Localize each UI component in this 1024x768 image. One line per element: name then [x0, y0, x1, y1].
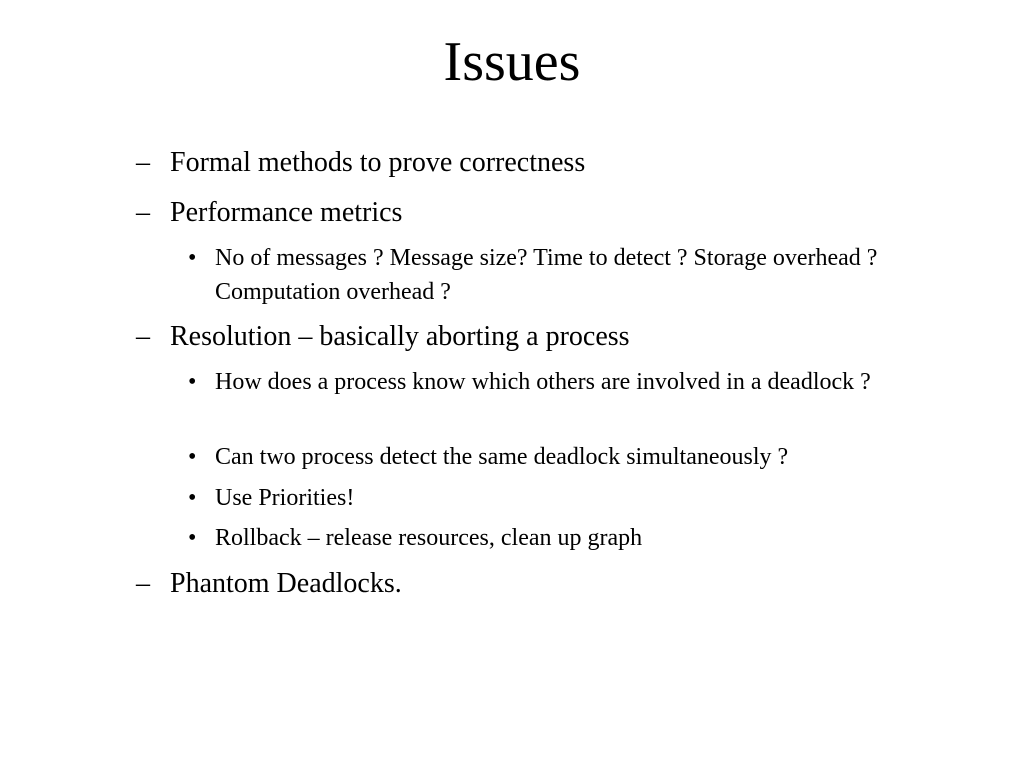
dash-marker: –	[136, 321, 150, 352]
list-item-text: Rollback – release resources, clean up graph	[215, 525, 643, 551]
list-item	[188, 440, 900, 474]
bullet-marker: •	[188, 369, 197, 395]
list-item	[136, 320, 896, 354]
list-item-text: Can two process detect the same deadlock simultaneously ?	[215, 444, 789, 470]
list-item	[188, 521, 900, 555]
list-item	[188, 481, 900, 515]
bullet-marker: •	[188, 525, 197, 551]
list-item-text: Formal methods to prove correctness	[170, 147, 586, 178]
bullet-marker: •	[188, 444, 197, 470]
dash-marker: –	[136, 568, 150, 599]
bullet-marker: •	[188, 245, 197, 271]
list-item-text: Use Priorities!	[215, 485, 355, 511]
list-item	[188, 365, 900, 399]
list-item-text: Resolution – basically aborting a process	[170, 321, 630, 352]
list-item-text: How does a process know which others are involved in a deadlock ?	[215, 369, 871, 395]
slide-title: Issues	[443, 31, 581, 93]
bullet-marker: •	[188, 485, 197, 511]
dash-marker: –	[136, 147, 150, 178]
list-item	[136, 567, 896, 601]
list-item-text: Phantom Deadlocks.	[170, 568, 402, 599]
list-item-text: No of messages ? Message size? Time to detect ? Storage overhead ? Computation overhead ?	[215, 245, 878, 305]
list-item	[136, 196, 896, 230]
list-item	[136, 146, 896, 180]
list-item	[188, 241, 900, 309]
dash-marker: –	[136, 197, 150, 228]
list-item-text: Performance metrics	[170, 197, 403, 228]
